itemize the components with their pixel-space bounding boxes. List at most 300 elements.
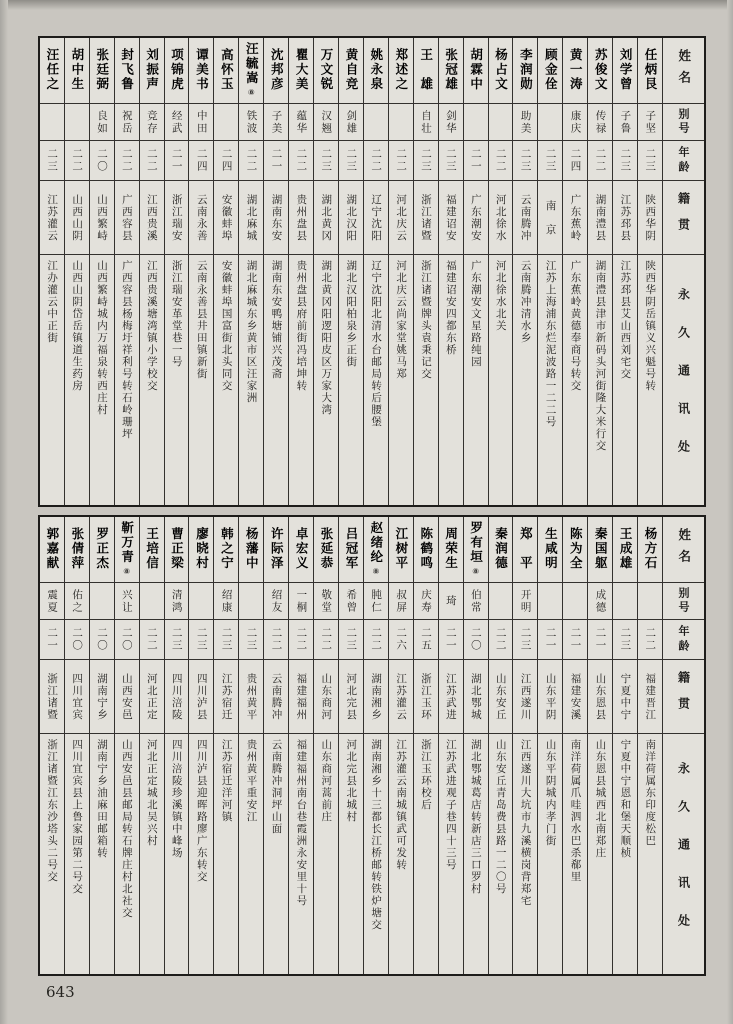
person-address: 山西安邑县邮局转石牌庄村北社交: [120, 739, 133, 919]
person-address: 湖北鄂城葛店转新店三口罗村: [469, 739, 482, 895]
age-cell: [563, 620, 587, 660]
native-place-cell: [513, 181, 537, 255]
alias-cell: [513, 583, 537, 620]
person-age: 二〇: [469, 627, 482, 652]
name-cell: [140, 517, 164, 583]
person-name-text: 周荣生: [443, 526, 459, 571]
native-place-cell: [314, 181, 338, 255]
person-age: 二二: [295, 148, 308, 173]
alias-cell: [264, 583, 288, 620]
header-label-age: 年龄: [677, 624, 690, 655]
person-name: [442, 527, 460, 573]
native-place-cell: [364, 660, 388, 734]
native-place-cell: [489, 660, 513, 734]
address-cell: [414, 734, 438, 974]
header-cell-native-place: [663, 181, 704, 255]
person-age: 二三: [619, 627, 632, 652]
age-cell: [189, 620, 213, 660]
person-name-text: 姚永泉: [368, 47, 384, 92]
person-name-text: 瞿大美: [294, 47, 310, 92]
person-alias: 传禄: [594, 109, 607, 135]
person-age: 二二: [270, 627, 283, 652]
age-cell: [414, 620, 438, 660]
age-cell: [538, 141, 562, 181]
person-native-place: 湖南澧县: [594, 193, 607, 242]
person-address: 江苏上海浦东烂泥波路一二二号: [544, 260, 557, 428]
directory-entry-column: [388, 517, 413, 974]
age-cell: [115, 620, 139, 660]
person-name: [392, 527, 410, 573]
age-cell: [289, 141, 313, 181]
person-name: [566, 48, 584, 94]
alias-cell: [214, 104, 238, 141]
directory-entry-column: [637, 38, 662, 505]
person-address: 南洋荷属东印度松巴: [644, 739, 657, 847]
name-cell: [314, 38, 338, 104]
address-cell: [189, 255, 213, 505]
age-cell: [40, 141, 64, 181]
alias-cell: [65, 583, 89, 620]
person-age: 二二: [145, 627, 158, 652]
person-native-place: 四川涪陵: [170, 672, 183, 721]
native-place-cell: [289, 660, 313, 734]
person-native-place: 福建晋江: [644, 672, 657, 721]
person-age: 二二: [494, 627, 507, 652]
address-cell: [489, 734, 513, 974]
person-address: 福建诏安四都东桥: [444, 260, 457, 356]
directory-entry-column: [562, 38, 587, 505]
alias-cell: [613, 583, 637, 620]
person-native-place: 湖北麻城: [245, 193, 258, 242]
name-cell: [189, 38, 213, 104]
person-age: 二三: [320, 148, 333, 173]
person-age: 二三: [220, 627, 233, 652]
person-name-text: 江树平: [393, 526, 409, 571]
age-cell: [65, 620, 89, 660]
name-cell: [214, 517, 238, 583]
age-cell: [314, 141, 338, 181]
person-native-place: 广西容县: [120, 193, 133, 242]
alias-cell: [389, 583, 413, 620]
person-address: 山东平阴城内孝门街: [544, 739, 557, 847]
person-name: [93, 527, 111, 573]
native-place-cell: [588, 181, 612, 255]
directory-entry-column: [238, 38, 263, 505]
address-cell: [563, 255, 587, 505]
age-cell: [513, 620, 537, 660]
person-name: [641, 48, 659, 94]
person-address: 广东潮安文星路纯园: [469, 260, 482, 368]
person-name-text: 封飞鲁: [119, 47, 135, 92]
person-address: 河北完县北城村: [345, 739, 358, 823]
directory-entry-column: [114, 38, 139, 505]
person-address: 江苏灌云南城镇武可发转: [395, 739, 408, 871]
alias-cell: [563, 104, 587, 141]
address-cell: [140, 734, 164, 974]
person-age: 二二: [370, 148, 383, 173]
native-place-cell: [214, 660, 238, 734]
age-cell: [638, 141, 662, 181]
age-cell: [189, 141, 213, 181]
header-cell-name: [663, 38, 704, 104]
alias-cell: [314, 104, 338, 141]
address-cell: [464, 734, 488, 974]
address-cell: [214, 734, 238, 974]
address-cell: [115, 734, 139, 974]
age-cell: [339, 620, 363, 660]
directory-entry-column: [263, 38, 288, 505]
person-name-text: 郑述之: [393, 47, 409, 92]
person-address: 浙江瑞安革堂巷一号: [170, 260, 183, 368]
alias-cell: [189, 104, 213, 141]
age-cell: [439, 141, 463, 181]
person-name: [417, 527, 435, 573]
directory-entry-column: [40, 517, 64, 974]
directory-table-lower: [38, 515, 706, 976]
address-cell: [239, 734, 263, 974]
person-address: 江苏宿迁洋河镇: [220, 739, 233, 823]
header-column: [662, 517, 704, 974]
person-alias: 子鲁: [619, 109, 632, 135]
directory-entry-column: [388, 38, 413, 505]
person-name-text: 杨藩中: [244, 526, 260, 571]
age-cell: [414, 141, 438, 181]
person-address: 湖南澧县津市新码头河街隆大米行交: [594, 260, 607, 452]
person-name: [217, 527, 235, 573]
person-address: 南洋荷属爪哇泗水巴杀郗里: [569, 739, 582, 883]
directory-entry-column: [637, 517, 662, 974]
person-age: 二二: [145, 148, 158, 173]
native-place-cell: [65, 660, 89, 734]
name-cell: [389, 517, 413, 583]
native-place-cell: [239, 181, 263, 255]
person-name-text: 万文锐: [319, 47, 335, 92]
person-native-place: 河北庆云: [395, 193, 408, 242]
person-address: 福建福州南台巷霞洲永安里十号: [295, 739, 308, 907]
person-name: [118, 521, 136, 578]
age-cell: [513, 141, 537, 181]
name-cell: [339, 517, 363, 583]
age-cell: [588, 620, 612, 660]
person-address: 湖北麻城东乡黄市区汪家洲: [245, 260, 258, 404]
person-native-place: 山东恩县: [594, 672, 607, 721]
person-age: 二五: [419, 627, 432, 652]
person-name: [68, 48, 86, 94]
person-address: 江办灌云中正街: [46, 260, 59, 344]
directory-entry-column: [488, 38, 513, 505]
person-name-text: 高怀玉: [219, 47, 235, 92]
directory-entry-column: [213, 38, 238, 505]
person-native-place: 广东潮安: [469, 193, 482, 242]
directory-entry-column: [288, 38, 313, 505]
name-cell: [90, 38, 114, 104]
person-alias: 叔屏: [395, 588, 408, 614]
directory-entry-column: [114, 517, 139, 974]
directory-table-upper: [38, 36, 706, 507]
name-cell: [513, 517, 537, 583]
person-native-place: 江西贵溪: [145, 193, 158, 242]
alias-cell: [439, 104, 463, 141]
name-cell: [364, 38, 388, 104]
name-cell: [588, 517, 612, 583]
directory-entry-column: [89, 517, 114, 974]
header-label-alias: 别号: [677, 108, 690, 136]
person-age: 二二: [494, 148, 507, 173]
person-name: [442, 48, 460, 94]
directory-entry-column: [288, 517, 313, 974]
native-place-cell: [439, 181, 463, 255]
address-cell: [513, 734, 537, 974]
person-age: 二〇: [96, 627, 108, 652]
person-address: 浙江诸暨牌头袁秉记交: [419, 260, 432, 380]
person-name-text: 王 雄: [418, 47, 434, 92]
address-cell: [389, 255, 413, 505]
address-cell: [189, 734, 213, 974]
address-cell: [339, 734, 363, 974]
address-cell: [165, 734, 189, 974]
person-name: [492, 527, 510, 573]
address-cell: [65, 734, 89, 974]
person-name-text: 许际泽: [269, 526, 285, 571]
person-name-text: 顾金佺: [543, 47, 559, 92]
directory-entry-column: [139, 38, 164, 505]
directory-entry-column: [164, 517, 189, 974]
native-place-cell: [513, 660, 537, 734]
alias-cell: [414, 104, 438, 141]
person-alias: 庆寿: [419, 588, 432, 614]
alias-cell: [489, 583, 513, 620]
person-native-place: 浙江瑞安: [170, 193, 183, 242]
person-name: [392, 48, 410, 94]
name-cell: [563, 38, 587, 104]
person-native-place: 山东安丘: [494, 672, 507, 721]
name-cell: [214, 38, 238, 104]
person-address: 河北庆云尚家堂姚马郑: [395, 260, 408, 380]
native-place-cell: [638, 660, 662, 734]
name-cell: [464, 38, 488, 104]
person-alias: 剑雄: [345, 109, 358, 135]
age-cell: [90, 620, 114, 660]
native-place-cell: [439, 660, 463, 734]
scan-edge-left: [0, 0, 8, 1024]
person-name-text: 罗正杰: [94, 526, 110, 571]
person-alias: 清鸿: [170, 588, 183, 614]
person-address: 安徽蚌埠国富街北头同交: [220, 260, 233, 392]
person-name: [143, 527, 161, 573]
person-alias: 敬堂: [320, 588, 333, 614]
person-age: 二三: [170, 627, 183, 652]
person-name-text: 张延恭: [319, 526, 335, 571]
age-cell: [165, 141, 189, 181]
native-place-cell: [389, 181, 413, 255]
person-alias: 铁波: [245, 109, 258, 135]
name-cell: [489, 517, 513, 583]
person-native-place: 安徽蚌埠: [220, 193, 233, 242]
native-place-cell: [563, 181, 587, 255]
person-name: [217, 48, 235, 94]
alias-cell: [140, 583, 164, 620]
age-cell: [389, 141, 413, 181]
age-cell: [264, 620, 288, 660]
person-name: [267, 48, 285, 94]
person-name-text: 罗有垣: [468, 521, 484, 565]
person-age: 二三: [519, 148, 532, 173]
person-age: 二三: [419, 148, 432, 173]
name-cell: [264, 38, 288, 104]
native-place-cell: [364, 181, 388, 255]
age-cell: [239, 141, 263, 181]
name-cell: [264, 517, 288, 583]
person-alias: 康庆: [569, 109, 582, 135]
person-address: 浙江玉环校后: [419, 739, 432, 811]
person-name: [242, 42, 260, 99]
person-name-text: 刘振声: [144, 47, 160, 92]
person-address: 四川宜宾县上鲁家园第二号交: [71, 739, 84, 895]
name-cell: [439, 38, 463, 104]
address-cell: [489, 255, 513, 505]
age-cell: [439, 620, 463, 660]
alias-cell: [65, 104, 89, 141]
person-name-text: 陈为全: [568, 526, 584, 571]
directory-entry-column: [488, 517, 513, 974]
directory-entry-column: [463, 38, 488, 505]
person-alias: 震夏: [46, 588, 59, 614]
native-place-cell: [140, 181, 164, 255]
person-native-place: 四川泸县: [195, 672, 208, 721]
address-cell: [464, 255, 488, 505]
native-place-cell: [90, 181, 114, 255]
address-cell: [439, 255, 463, 505]
alias-cell: [339, 583, 363, 620]
person-alias: 成德: [594, 588, 607, 614]
person-address: 辽宁沈阳北清水台邮局转后腰堡: [370, 260, 383, 428]
name-cell: [165, 517, 189, 583]
age-cell: [489, 141, 513, 181]
name-cell: [314, 517, 338, 583]
scan-edge-right: [727, 0, 733, 1024]
native-place-cell: [339, 660, 363, 734]
person-name: [417, 48, 435, 94]
person-age: 二三: [345, 148, 358, 173]
person-alias: 兴让: [120, 588, 133, 614]
person-age: 二二: [370, 627, 383, 652]
person-name: [342, 48, 360, 94]
directory-entry-column: [338, 517, 363, 974]
person-name: [467, 48, 485, 94]
native-place-cell: [140, 660, 164, 734]
address-cell: [264, 255, 288, 505]
name-cell: [538, 517, 562, 583]
person-native-place: 福建福州: [295, 672, 308, 721]
person-native-place: 山西繁峙: [96, 193, 108, 242]
address-cell: [289, 255, 313, 505]
age-cell: [90, 141, 114, 181]
person-native-place: 河北正定: [145, 672, 158, 721]
address-cell: [588, 734, 612, 974]
address-cell: [314, 255, 338, 505]
header-label-alias: 别号: [677, 587, 690, 615]
address-cell: [239, 255, 263, 505]
page-number: 643: [46, 983, 75, 1001]
person-native-place: 四川宜宾: [71, 672, 84, 721]
header-cell-alias: [663, 583, 704, 620]
person-native-place: 山东商河: [320, 672, 333, 721]
age-cell: [239, 620, 263, 660]
age-cell: [613, 141, 637, 181]
alias-cell: [115, 583, 139, 620]
person-name: [192, 527, 210, 573]
name-cell: [588, 38, 612, 104]
header-cell-address: [663, 255, 704, 505]
scan-edge-top: [0, 0, 733, 10]
name-cell: [414, 517, 438, 583]
name-cell: [239, 517, 263, 583]
name-cell: [40, 517, 64, 583]
person-alias: 伯常: [469, 588, 482, 614]
name-cell: [464, 517, 488, 583]
native-place-cell: [588, 660, 612, 734]
native-place-cell: [339, 181, 363, 255]
header-label-native-place: 籍贯: [676, 670, 691, 723]
person-name: [367, 48, 385, 94]
age-cell: [638, 620, 662, 660]
person-name-text: 郭嘉献: [44, 526, 60, 571]
header-cell-name: [663, 517, 704, 583]
header-label-address: 永久通讯处: [676, 287, 691, 478]
person-native-place: 河北徐水: [494, 193, 507, 242]
address-cell: [115, 255, 139, 505]
header-label-name: 姓名: [676, 528, 692, 571]
person-age: 二三: [46, 148, 59, 173]
person-name-text: 赵绪纶: [368, 521, 384, 565]
address-cell: [638, 734, 662, 974]
person-name-text: 王成雄: [618, 526, 634, 571]
person-name-text: 黄一涛: [568, 47, 584, 92]
name-cell: [289, 38, 313, 104]
person-address: 湖北汉阳柏泉乡正街: [345, 260, 358, 368]
alias-cell: [189, 583, 213, 620]
person-address: 湖南宁乡油麻田邮箱转: [96, 739, 108, 859]
alias-cell: [214, 583, 238, 620]
person-name: [292, 527, 310, 573]
native-place-cell: [464, 181, 488, 255]
person-age: 二一: [544, 627, 557, 652]
person-address: 贵州盘县府前街冯培坤转: [295, 260, 308, 392]
person-native-place: 宁夏中宁: [619, 672, 632, 721]
address-cell: [588, 255, 612, 505]
person-native-place: 湖北鄂城: [469, 672, 482, 721]
header-label-name: 姓名: [676, 49, 692, 92]
person-age: 二二: [320, 627, 333, 652]
native-place-cell: [264, 181, 288, 255]
person-native-place: 江苏灌云: [46, 193, 59, 242]
address-cell: [65, 255, 89, 505]
person-age: 二四: [220, 148, 233, 173]
person-name-text: 陈鹤鸣: [418, 526, 434, 571]
person-alias: 助美: [519, 109, 532, 135]
person-age: 二四: [195, 148, 208, 173]
name-cell: [563, 517, 587, 583]
native-place-cell: [189, 181, 213, 255]
name-cell: [90, 517, 114, 583]
person-age: 二二: [120, 148, 133, 173]
directory-entry-column: [263, 517, 288, 974]
address-cell: [264, 734, 288, 974]
person-age: 二一: [270, 148, 283, 173]
header-cell-age: [663, 141, 704, 181]
alias-cell: [289, 104, 313, 141]
native-place-cell: [40, 181, 64, 255]
